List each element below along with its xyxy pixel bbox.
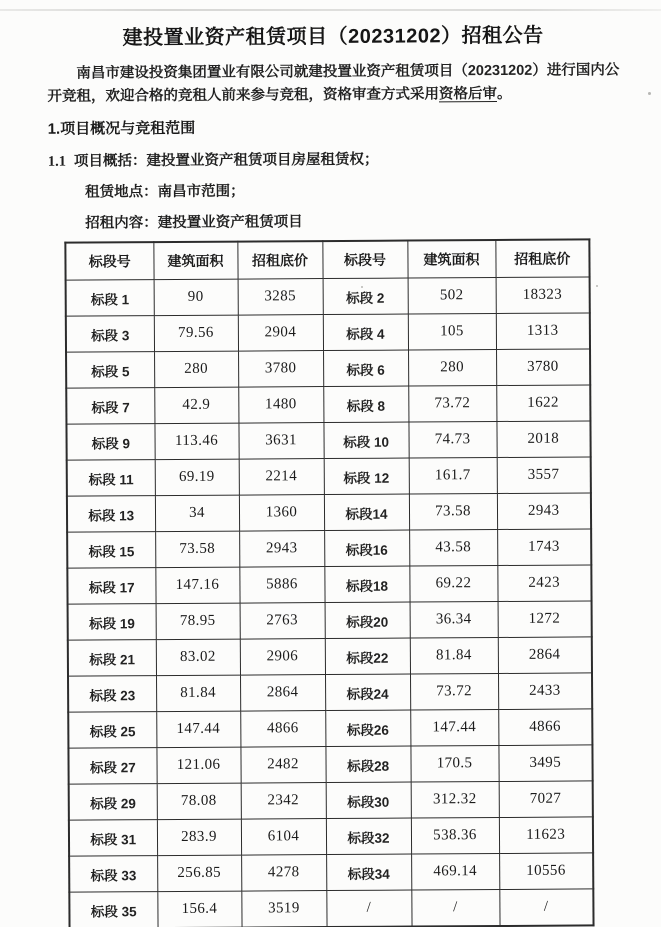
base-price-cell: 3631 [238,423,323,460]
building-area-cell: 81.84 [156,675,240,712]
base-price-cell: 2423 [497,565,591,602]
table-header-cell: 招租底价 [237,241,322,279]
table-header-row [65,239,589,280]
building-area-cell: 69.22 [409,566,497,603]
building-area-cell: 156.4 [157,891,241,927]
building-area-cell: 312.32 [411,782,499,819]
table-row [67,493,591,532]
table-row [68,601,592,640]
bid-section-cell: 标段 5 [66,352,154,389]
bid-section-cell: 标段32 [326,818,411,855]
building-area-cell: 105 [408,314,496,351]
bid-section-cell: 标段 15 [67,532,155,569]
table-row [66,385,590,424]
detail-rental-location: 租赁地点：南昌市范围； [85,183,245,201]
scanner-edge-artifact [0,9,661,11]
table-row [65,239,589,280]
base-price-cell: 18323 [496,277,590,314]
bid-section-cell: 标段 13 [67,496,155,533]
base-price-cell: 6104 [241,819,326,856]
table-row [69,889,593,927]
bid-section-cell: 标段26 [325,710,410,747]
base-price-cell: 2214 [239,459,324,496]
document-title: 建投置业资产租赁项目（20231202）招租公告 [122,24,544,50]
building-area-cell: 73.58 [155,531,239,568]
bid-section-cell: 标段14 [324,494,409,531]
building-area-cell: 161.7 [409,458,497,495]
base-price-cell: 2482 [240,747,325,784]
base-price-cell: 1360 [239,495,324,532]
table-row [69,817,593,856]
bid-section-cell: 标段30 [326,782,411,819]
document-content [47,18,625,927]
building-area-cell: 81.84 [410,638,498,675]
building-area-cell: 147.44 [156,711,240,748]
table-row [66,421,590,460]
base-price-cell: 4866 [240,711,325,748]
bid-section-cell: 标段 8 [323,386,408,423]
base-price-cell: 1313 [496,313,590,350]
item-1-1-text: 项目概括：建投置业资产租赁项目房屋租赁权； [73,151,379,170]
base-price-cell: 5886 [239,567,324,604]
section-1-heading: 1.项目概况与竞租范围 [47,119,196,138]
bid-section-cell: 标段 6 [323,350,408,387]
base-price-cell: 1622 [496,385,590,422]
table-row [68,673,592,712]
bid-section-cell: 标段22 [325,638,410,675]
bid-section-cell: 标段 9 [66,424,154,461]
base-price-cell: 2943 [239,531,324,568]
bid-section-cell: 标段 7 [66,388,154,425]
table-row [66,313,590,352]
building-area-cell: 36.34 [410,602,498,639]
building-area-cell: 283.9 [157,819,241,856]
base-price-cell: 2433 [498,673,592,710]
bid-section-cell: 标段 33 [69,856,157,893]
table-row [66,349,590,388]
table-row [68,709,592,748]
building-area-cell: 42.9 [154,387,238,424]
bid-section-cell: 标段34 [326,854,411,891]
base-price-cell: 1743 [497,529,591,566]
building-area-cell: 79.56 [154,315,238,352]
item-1-1 [48,146,620,170]
base-price-cell: 2906 [240,639,325,676]
bid-section-cell: 标段20 [325,602,410,639]
base-price-cell: 3285 [238,279,323,316]
table-row [67,529,591,568]
building-area-cell: 256.85 [157,855,241,892]
building-area-cell: 73.72 [410,674,498,711]
bid-section-cell: 标段 17 [67,568,155,605]
bid-section-cell: 标段 35 [69,892,157,927]
table-row [69,853,593,892]
table-header-cell: 建筑面积 [407,240,495,278]
base-price-cell: 3519 [241,891,326,927]
base-price-cell: / [499,889,593,926]
building-area-cell: 147.44 [410,710,498,747]
base-price-cell: 4278 [241,855,326,892]
base-price-cell: 2018 [496,421,590,458]
base-price-cell: 2763 [240,603,325,640]
base-price-cell: 2864 [498,637,592,674]
building-area-cell: 280 [408,350,496,387]
bid-section-cell: 标段18 [324,566,409,603]
base-price-cell: 3780 [496,349,590,386]
bid-section-cell: 标段 31 [69,820,157,857]
bid-section-cell: 标段 1 [66,280,154,317]
building-area-cell: 469.14 [411,854,499,891]
building-area-cell: 34 [155,495,239,532]
building-area-cell: 90 [154,279,238,316]
base-price-cell: 2943 [497,493,591,530]
base-price-cell: 11623 [499,817,593,854]
building-area-cell: 74.73 [408,422,496,459]
bid-section-cell: 标段24 [325,674,410,711]
base-price-cell: 3557 [497,457,591,494]
table-row [68,745,592,784]
bid-section-cell: 标段28 [325,746,410,783]
bid-section-cell: 标段 2 [323,278,408,315]
table-header-cell: 建筑面积 [153,242,237,280]
table-row [66,277,590,316]
building-area-cell: 43.58 [409,530,497,567]
base-price-cell: 1480 [238,387,323,424]
intro-text: 南昌市建设投资集团置业有限公司就建投置业资产租赁项目（20231202）进行国内公开竞租，欢迎合格的竞租人前来参与竞租，资格审查方式采用 [47,62,620,105]
base-price-cell: 10556 [499,853,593,890]
base-price-cell: 4866 [498,709,592,746]
table-row [67,565,591,604]
building-area-cell: 280 [154,351,238,388]
bid-section-cell: 标段 12 [324,458,409,495]
bid-section-cell: 标段 23 [68,676,156,713]
building-area-cell: 170.5 [410,746,498,783]
bid-section-cell: / [326,890,411,927]
bid-section-cell: 标段 25 [68,712,156,749]
bid-section-cell: 标段 21 [68,640,156,677]
intro-period: 。 [496,85,512,102]
table-header-cell: 标段号 [322,241,407,279]
building-area-cell: 113.46 [154,423,238,460]
table-header-cell: 招租底价 [495,239,589,277]
base-price-cell: 3780 [238,351,323,388]
building-area-cell: 78.08 [157,783,241,820]
building-area-cell: 538.36 [411,818,499,855]
bid-section-cell: 标段 11 [67,460,155,497]
table-row [69,781,593,820]
building-area-cell: 502 [408,278,496,315]
bid-section-cell: 标段 19 [68,604,156,641]
building-area-cell: 147.16 [155,567,239,604]
bid-section-cell: 标段 29 [69,784,157,821]
table-row [68,637,592,676]
bid-section-cell: 标段16 [324,530,409,567]
underlined-qualification-review: 资格后审 [438,85,498,103]
bid-section-cell: 标段 10 [323,422,408,459]
bid-section-cell: 标段 4 [323,314,408,351]
table-header-cell: 标段号 [65,242,153,280]
base-price-cell: 2904 [238,315,323,352]
building-area-cell: 78.95 [156,603,240,640]
base-price-cell: 1272 [498,601,592,638]
base-price-cell: 2342 [241,783,326,820]
building-area-cell: 121.06 [156,747,240,784]
bid-section-cell: 标段 27 [68,748,156,785]
building-area-cell: 69.19 [155,459,239,496]
bid-section-cell: 标段 3 [66,316,154,353]
table-body [66,277,594,927]
base-price-cell: 7027 [499,781,593,818]
building-area-cell: 73.58 [409,494,497,531]
bid-sections-table [64,238,594,927]
building-area-cell: 73.72 [408,386,496,423]
base-price-cell: 2864 [240,675,325,712]
table-row [67,457,591,496]
base-price-cell: 3495 [498,745,592,782]
item-1-1-number: 1.1 [47,153,67,170]
intro-paragraph [47,59,619,108]
scan-speck [648,92,651,95]
building-area-cell: / [411,890,499,927]
building-area-cell: 83.02 [156,639,240,676]
detail-rental-content: 招租内容：建投置业资产租赁项目 [85,214,303,232]
